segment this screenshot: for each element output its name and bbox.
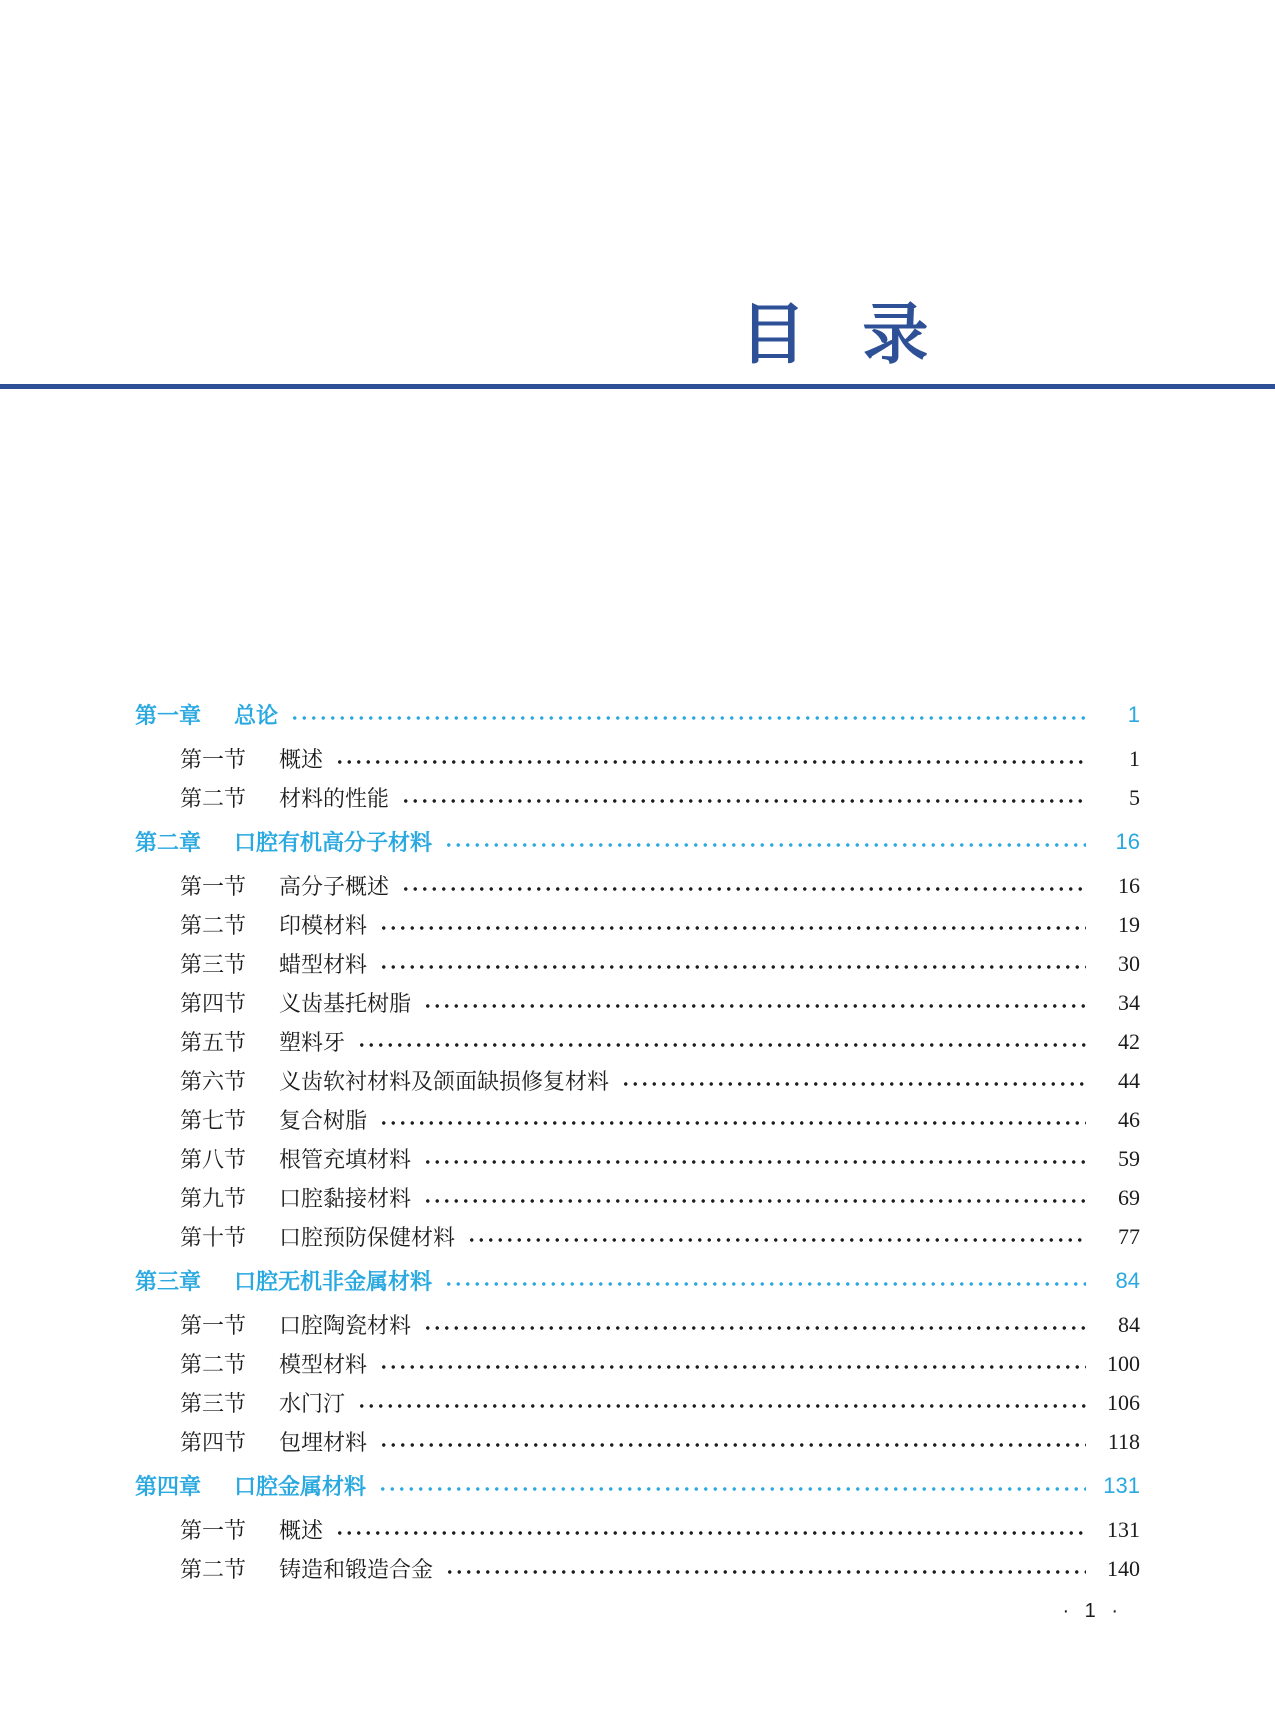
dot-leader xyxy=(379,1361,1086,1373)
entry-number-label: 第四节 xyxy=(180,1430,247,1455)
toc-entry xyxy=(135,739,1140,778)
toc-entry xyxy=(135,695,1140,734)
entry-title: 概述 xyxy=(279,747,324,772)
entry-page-number: 69 xyxy=(1118,1184,1140,1210)
dot-leader xyxy=(379,922,1086,934)
dot-leader xyxy=(379,1117,1086,1129)
entry-page-number: 140 xyxy=(1107,1555,1140,1581)
toc-entry xyxy=(135,822,1140,861)
page-title: 目 录 xyxy=(740,297,931,371)
dot-leader xyxy=(290,712,1086,724)
title-divider-rule xyxy=(0,384,1275,389)
toc-entry xyxy=(135,1178,1140,1217)
entry-page-number: 77 xyxy=(1118,1223,1140,1249)
entry-title: 概述 xyxy=(279,1518,324,1543)
entry-number-label: 第一节 xyxy=(180,1313,247,1338)
dot-leader xyxy=(423,1156,1086,1168)
entry-title: 模型材料 xyxy=(279,1352,368,1377)
page-number-folio: · 1 · xyxy=(1062,1600,1123,1622)
entry-page-number: 5 xyxy=(1129,784,1140,810)
entry-page-number: 16 xyxy=(1115,828,1140,854)
dot-leader xyxy=(357,1400,1086,1412)
entry-number-label: 第六节 xyxy=(180,1069,247,1094)
entry-title: 义齿基托树脂 xyxy=(279,991,412,1016)
entry-number-label: 第七节 xyxy=(180,1108,247,1133)
toc-entry xyxy=(135,1061,1140,1100)
entry-title: 义齿软衬材料及颌面缺损修复材料 xyxy=(279,1069,610,1094)
dot-leader xyxy=(444,839,1086,851)
entry-title: 蜡型材料 xyxy=(279,952,368,977)
dot-leader xyxy=(378,1483,1086,1495)
entry-page-number: 1 xyxy=(1127,701,1140,727)
dot-leader xyxy=(467,1234,1086,1246)
entry-number-label: 第八节 xyxy=(180,1147,247,1172)
entry-number-label: 第二节 xyxy=(180,786,247,811)
dot-leader xyxy=(379,961,1086,973)
entry-title: 材料的性能 xyxy=(279,786,390,811)
dot-leader xyxy=(444,1278,1086,1290)
toc-entry xyxy=(135,1139,1140,1178)
entry-title: 塑料牙 xyxy=(279,1030,346,1055)
dot-leader xyxy=(401,883,1086,895)
entry-title: 口腔无机非金属材料 xyxy=(234,1269,433,1294)
toc-entry xyxy=(135,944,1140,983)
dot-leader xyxy=(423,1322,1086,1334)
dot-leader xyxy=(335,756,1086,768)
toc-entry xyxy=(135,1510,1140,1549)
toc-entry xyxy=(135,1100,1140,1139)
toc-entry xyxy=(135,1422,1140,1461)
entry-title: 包埋材料 xyxy=(279,1430,368,1455)
entry-title: 口腔陶瓷材料 xyxy=(279,1313,412,1338)
entry-page-number: 46 xyxy=(1118,1106,1140,1132)
entry-page-number: 19 xyxy=(1118,911,1140,937)
toc-entry xyxy=(135,1022,1140,1061)
toc-entry xyxy=(135,1305,1140,1344)
entry-page-number: 106 xyxy=(1107,1389,1140,1415)
dot-leader xyxy=(621,1078,1086,1090)
dot-leader xyxy=(379,1439,1086,1451)
entry-page-number: 84 xyxy=(1118,1311,1140,1337)
toc-entry xyxy=(135,1466,1140,1505)
entry-page-number: 131 xyxy=(1103,1472,1140,1498)
entry-page-number: 1 xyxy=(1129,745,1140,771)
entry-number-label: 第三节 xyxy=(180,1391,247,1416)
entry-title: 口腔预防保健材料 xyxy=(279,1225,456,1250)
dot-leader xyxy=(401,795,1086,807)
entry-number-label: 第一章 xyxy=(135,703,202,728)
entry-page-number: 16 xyxy=(1118,872,1140,898)
toc-list xyxy=(135,690,1140,1588)
entry-number-label: 第二节 xyxy=(180,1557,247,1582)
toc-entry xyxy=(135,1383,1140,1422)
entry-number-label: 第三章 xyxy=(135,1269,202,1294)
entry-page-number: 118 xyxy=(1107,1428,1140,1454)
entry-title: 铸造和锻造合金 xyxy=(279,1557,434,1582)
entry-number-label: 第四节 xyxy=(180,991,247,1016)
dot-leader xyxy=(423,1000,1086,1012)
entry-number-label: 第二节 xyxy=(180,913,247,938)
entry-number-label: 第九节 xyxy=(180,1186,247,1211)
toc-entry xyxy=(135,1344,1140,1383)
toc-entry xyxy=(135,1217,1140,1256)
entry-title: 口腔金属材料 xyxy=(234,1474,367,1499)
entry-title: 印模材料 xyxy=(279,913,368,938)
entry-number-label: 第五节 xyxy=(180,1030,247,1055)
entry-page-number: 42 xyxy=(1118,1028,1140,1054)
entry-number-label: 第一节 xyxy=(180,1518,247,1543)
toc-entry xyxy=(135,778,1140,817)
entry-page-number: 30 xyxy=(1118,950,1140,976)
entry-title: 总论 xyxy=(234,703,279,728)
entry-number-label: 第一节 xyxy=(180,874,247,899)
entry-title: 水门汀 xyxy=(279,1391,346,1416)
entry-number-label: 第十节 xyxy=(180,1225,247,1250)
entry-number-label: 第二章 xyxy=(135,830,202,855)
dot-leader xyxy=(445,1566,1086,1578)
entry-title: 口腔黏接材料 xyxy=(279,1186,412,1211)
toc-entry xyxy=(135,866,1140,905)
entry-title: 根管充填材料 xyxy=(279,1147,412,1172)
dot-leader xyxy=(335,1527,1086,1539)
entry-title: 高分子概述 xyxy=(279,874,390,899)
entry-title: 口腔有机高分子材料 xyxy=(234,830,433,855)
entry-page-number: 44 xyxy=(1118,1067,1140,1093)
toc-entry xyxy=(135,1549,1140,1588)
entry-number-label: 第一节 xyxy=(180,747,247,772)
dot-leader xyxy=(423,1195,1086,1207)
toc-entry xyxy=(135,1261,1140,1300)
entry-page-number: 131 xyxy=(1107,1516,1140,1542)
toc-entry xyxy=(135,905,1140,944)
entry-number-label: 第二节 xyxy=(180,1352,247,1377)
toc-entry xyxy=(135,983,1140,1022)
entry-number-label: 第三节 xyxy=(180,952,247,977)
entry-number-label: 第四章 xyxy=(135,1474,202,1499)
entry-page-number: 84 xyxy=(1115,1267,1140,1293)
entry-title: 复合树脂 xyxy=(279,1108,368,1133)
entry-page-number: 34 xyxy=(1118,989,1140,1015)
entry-page-number: 59 xyxy=(1118,1145,1140,1171)
entry-page-number: 100 xyxy=(1107,1350,1140,1376)
dot-leader xyxy=(357,1039,1086,1051)
